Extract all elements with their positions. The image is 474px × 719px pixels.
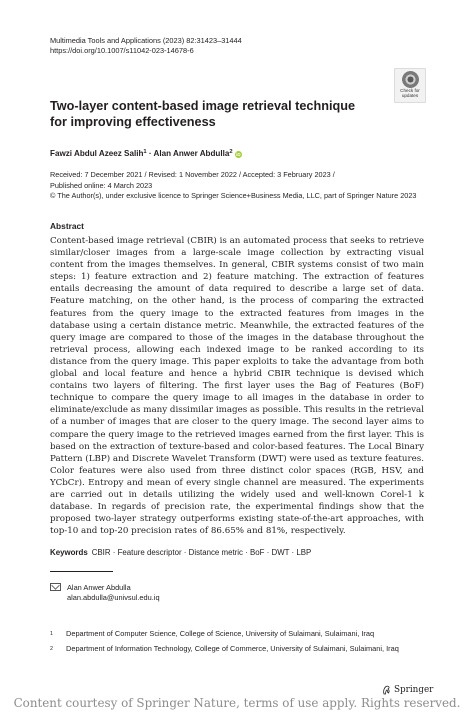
- dates-line-2: Published online: 4 March 2023: [50, 180, 153, 190]
- footnote-divider: [50, 571, 113, 572]
- journal-citation: Multimedia Tools and Applications (2023) 82:31423–31444: [50, 36, 242, 45]
- correspondence-block: [50, 583, 160, 604]
- check-for-updates-badge[interactable]: [394, 68, 426, 103]
- article-title: [50, 98, 390, 130]
- springer-logo: [382, 685, 433, 695]
- title-line-1: Two-layer content-based image retrieval technique: [50, 99, 356, 113]
- corresponding-author-email[interactable]: alan.abdulla@univsul.edu.iq: [67, 593, 160, 603]
- affiliation-2: [50, 644, 424, 654]
- author-separator: ·: [148, 149, 152, 158]
- author-list: [50, 149, 242, 158]
- doi-link[interactable]: https://doi.org/10.1007/s11042-023-14678-6: [50, 46, 194, 55]
- dates-line-1: Received: 7 December 2021 / Revised: 1 November 2022 / Accepted: 3 February 2023 /: [50, 170, 335, 179]
- author-2-affiliation: 2: [229, 149, 233, 155]
- author-1-affiliation: 1: [143, 149, 147, 155]
- abstract-body: Content-based image retrieval (CBIR) is an automated process that seeks to retrieve similar/closer images from a large-scale image collection by extracting visual content from the images themselves. In general, CBIR systems consist of two main steps: 1) feature extraction and 2) feature matching. The extraction of features entails decreasing the amount of data required to describe a large set of data. Feature matching, on the other hand, is the process of comparing the extracted features from the query image to the extracted features from images in the database using a certain distance metric. Meanwhile, the extracted features of the query image are compared to those of the images in the database throughout the retrieval process, allowing each indexed image to be ranked according to its distance from the query image. This paper exploits to take the advantage from both global and local feature and hence a hybrid CBIR technique is devised which contains two layers of filtering. The first layer uses the Bag of Features (BoF) technique to compare the query image to all images in the database in order to eliminate/exclude as many dissimilar images as possible. This results in the retrieval of a number of images that are closer to the query image. The second layer aims to compare the query image to the retrieved images earned from the first layer. This is based on the extraction of texture-based and color-based features. The Local Binary Pattern (LBP) and Discrete Wavelet Transform (DWT) were used as texture features. Color features were also used from three distinct color spaces (RGB, HSV, and YCbCr). Entropy and mean of every single channel are measured. The experiments are carried out in details utilizing the widely used and well-known Corel-1 k database. In regards of precision rate, the experimental findings show that the proposed two-layer strategy outperforms existing state-of-the-art approaches, with top-10 and top-20 precision rates of 86.65% and 81%, respectively.: [50, 236, 424, 537]
- author-1[interactable]: Fawzi Abdul Azeez Salih: [50, 149, 144, 158]
- keywords-line: [50, 548, 311, 557]
- title-line-2: for improving effectiveness: [50, 115, 216, 129]
- affiliation-text: Department of Information Technology, College of Commerce, University of Sulaimani, Sulaimani, Iraq: [66, 644, 399, 653]
- abstract-heading: Abstract: [50, 221, 84, 231]
- affiliation-number: 2: [50, 646, 53, 652]
- journal-header: [50, 36, 242, 56]
- affiliation-text: Department of Computer Science, College of Science, University of Sulaimani, Sulaimani, Iraq: [66, 629, 375, 638]
- author-2[interactable]: Alan Anwer Abdulla: [153, 149, 230, 158]
- publisher-name: Springer: [394, 685, 434, 695]
- affiliation-1: [50, 629, 424, 639]
- keywords-list: CBIR · Feature descriptor · Distance metric · BoF · DWT · LBP: [91, 548, 312, 557]
- orcid-icon[interactable]: iD: [236, 152, 241, 157]
- crossmark-icon: [402, 71, 419, 88]
- envelope-icon: [50, 583, 61, 591]
- keywords-label: Keywords: [50, 548, 88, 557]
- corresponding-author-name: Alan Anwer Abdulla: [67, 583, 131, 592]
- affiliation-number: 1: [50, 631, 53, 637]
- badge-line2: updates: [401, 93, 419, 98]
- courtesy-watermark: Content courtesy of Springer Nature, terms of use apply. Rights reserved.: [13, 696, 461, 710]
- copyright-line: © The Author(s), under exclusive licence to Springer Science+Business Media, LLC, part of Springer Nature 2023: [50, 191, 417, 200]
- badge-line1: Check for: [400, 88, 420, 93]
- publication-dates: [50, 170, 416, 202]
- springer-horse-icon: [382, 685, 391, 695]
